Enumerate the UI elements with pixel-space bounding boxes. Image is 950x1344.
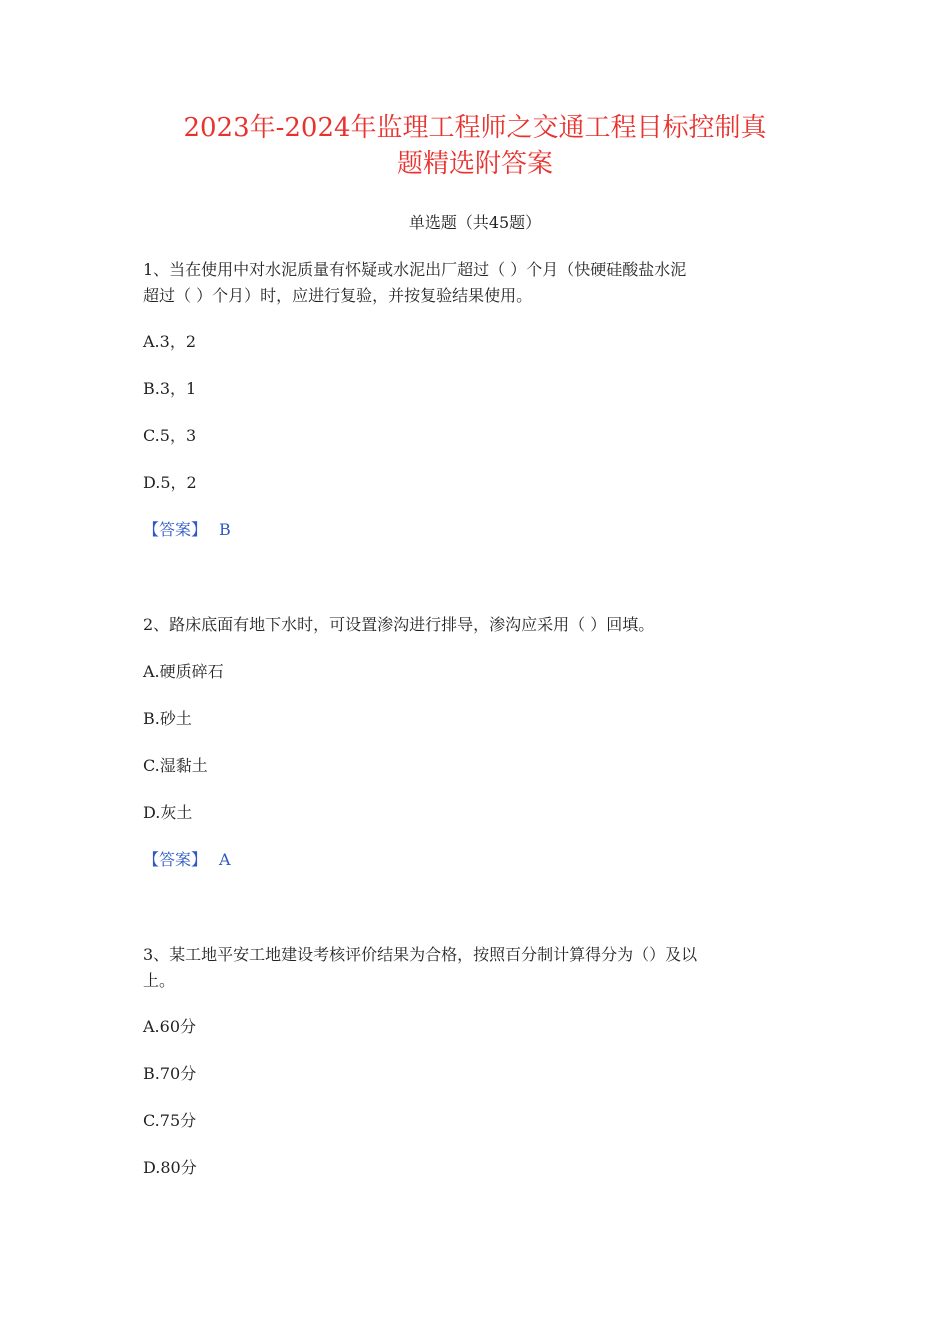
question-stem-line: 上。 [143, 971, 176, 990]
answer-label: 【答案】 [143, 850, 208, 869]
answer-value: B [219, 520, 231, 539]
question-3-option-a: A.60分 [143, 1017, 197, 1036]
question-stem-line: 2、路床底面有地下水时，可设置渗沟进行排导，渗沟应采用（ ）回填。 [143, 615, 655, 634]
question-1-option-d: D.5，2 [143, 473, 197, 492]
question-1-option-b: B.3，1 [143, 379, 197, 398]
title-line-2: 题精选附答案 [396, 149, 553, 179]
question-1-option-c: C.5，3 [143, 426, 197, 445]
question-2-stem [143, 612, 823, 638]
question-stem-line: 1、当在使用中对水泥质量有怀疑或水泥出厂超过（ ）个月（快硬硅酸盐水泥 [143, 260, 687, 279]
question-1-answer [143, 519, 231, 541]
question-2-option-d: D.灰土 [143, 803, 193, 822]
question-1-option-a: A.3，2 [143, 332, 197, 351]
title-line-1: 2023年-2024年监理工程师之交通工程目标控制真 [183, 113, 767, 143]
answer-label: 【答案】 [143, 520, 208, 539]
question-stem-line: 3、某工地平安工地建设考核评价结果为合格，按照百分制计算得分为（）及以 [143, 945, 698, 964]
question-2-option-c: C.湿黏土 [143, 756, 208, 775]
question-stem-line: 超过（ ）个月）时，应进行复验，并按复验结果使用。 [143, 286, 533, 305]
question-3-option-c: C.75分 [143, 1111, 197, 1130]
question-1-stem [143, 257, 823, 309]
question-3-option-d: D.80分 [143, 1158, 197, 1177]
question-3-stem [143, 942, 823, 994]
answer-value: A [219, 850, 231, 869]
document-title [100, 110, 850, 182]
question-3-option-b: B.70分 [143, 1064, 197, 1083]
question-2-answer [143, 849, 231, 871]
question-2-option-b: B.砂土 [143, 709, 192, 728]
question-2-option-a: A.硬质碎石 [143, 662, 224, 681]
section-heading: 单选题（共45题） [408, 213, 542, 232]
